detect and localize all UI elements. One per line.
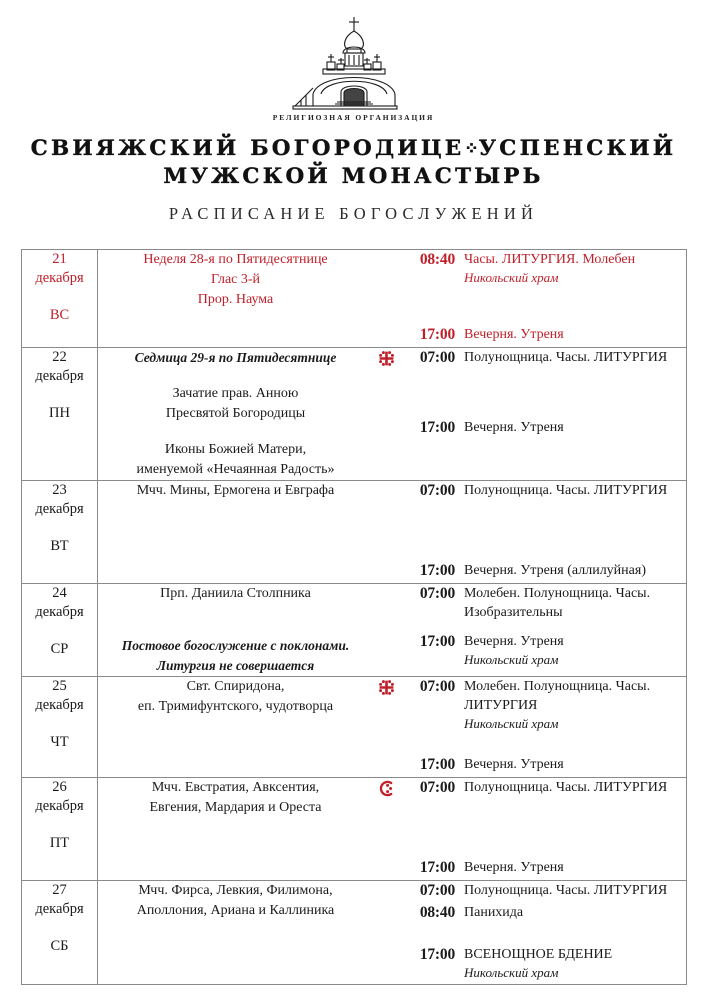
date-month: декабря: [35, 798, 84, 814]
service-details: [455, 250, 686, 287]
feast-cell: [98, 881, 374, 985]
services-cell: [373, 584, 687, 677]
feast-line: именуемой «Нечаянная Радость»: [136, 462, 335, 477]
service-mark-empty: [373, 561, 399, 563]
feast-line: Аполлония, Ариана и Каллиника: [136, 903, 335, 918]
services-spacer: [373, 800, 686, 858]
service-time: 17:00: [419, 946, 455, 963]
service-mark-empty: [373, 858, 399, 860]
services-cell: [373, 677, 687, 778]
feast-line: Иконы Божией Матери,: [164, 442, 307, 457]
service-time: 08:40: [419, 251, 455, 268]
monastery-title: [0, 136, 707, 190]
date-cell: [22, 881, 98, 985]
service-mark-empty: [373, 632, 399, 634]
date-month: декабря: [35, 270, 84, 286]
service-mark-empty: [373, 903, 399, 905]
service-entry: [373, 858, 686, 878]
service-name: Молебен. Полунощница. Часы. Изобразительны: [464, 586, 651, 620]
feast-line: Прор. Наума: [197, 292, 274, 307]
date-cell: [22, 778, 98, 881]
date-day-of-week: ВС: [49, 307, 70, 323]
services-spacer: [373, 503, 686, 561]
service-name: Вечерня. Утреня: [464, 757, 564, 772]
service-time: 17:00: [419, 419, 455, 436]
schedule-row: [22, 348, 687, 481]
service-entry: [373, 584, 686, 622]
date-month: декабря: [35, 604, 84, 620]
service-time: 07:00: [419, 779, 455, 796]
service-mark-empty: [373, 481, 399, 483]
service-details: [455, 881, 686, 900]
feast-note-line: Постовое богослужение с поклонами.: [121, 638, 350, 653]
feast-cell: [98, 348, 374, 481]
feast-line: Мчч. Евстратия, Авксентия,: [151, 780, 320, 795]
feast-cell: [98, 677, 374, 778]
date-day-of-week: СР: [50, 641, 69, 657]
service-time: 17:00: [419, 756, 455, 773]
page-subtitle: РАСПИСАНИЕ БОГОСЛУЖЕНИЙ: [168, 204, 539, 223]
service-details: [455, 584, 686, 622]
service-location: Никольский храм: [464, 270, 559, 285]
service-name: Вечерня. Утреня: [464, 327, 564, 342]
feast-spacer: [98, 604, 373, 620]
date-day-of-week: ЧТ: [50, 734, 69, 750]
feast-line: Прп. Даниила Столпника: [160, 586, 311, 601]
feast-cross-icon: [373, 348, 399, 367]
service-details: [455, 903, 686, 922]
date-day-of-week: СБ: [50, 938, 69, 954]
date-day: 27: [52, 882, 67, 898]
date-cell: [22, 677, 98, 778]
service-entry: [373, 903, 686, 923]
service-location: Никольский храм: [464, 652, 559, 667]
title-line-1-part-1: СВИЯЖСКИЙ БОГОРОДИЦЕ: [30, 136, 465, 161]
service-time: 07:00: [419, 678, 455, 695]
schedule-row: [22, 677, 687, 778]
feast-line: Мчч. Мины, Ермогена и Евграфа: [136, 483, 335, 498]
service-details: [455, 755, 686, 774]
date-cell: [22, 348, 98, 481]
date-cell: [22, 481, 98, 584]
feast-cell: [98, 778, 374, 881]
service-name: Панихида: [464, 905, 524, 920]
schedule-row: [22, 584, 687, 677]
schedule-body: [22, 250, 687, 985]
feast-week-header: Седмица 29-я по Пятидесятнице: [134, 350, 337, 365]
six-stichera-sign-icon: [373, 778, 399, 797]
monastery-church-icon: [279, 14, 429, 110]
services-cell: [373, 881, 687, 985]
logo-caption: РЕЛИГИОЗНАЯ ОРГАНИЗАЦИЯ: [272, 113, 435, 122]
services-spacer: [373, 925, 686, 945]
page-header: [0, 0, 707, 224]
date-day: 24: [52, 585, 67, 601]
feast-cell: [98, 584, 374, 677]
feast-line: Зачатие прав. Анною: [172, 386, 299, 401]
service-mark-empty: [373, 584, 399, 586]
services-spacer: [373, 370, 686, 418]
feast-note-line: Литургия не совершается: [156, 658, 315, 673]
feast-line: Неделя 28-я по Пятидесятнице: [143, 252, 328, 267]
service-details: [455, 677, 686, 733]
date-month: декабря: [35, 697, 84, 713]
date-cell: [22, 584, 98, 677]
service-name: Вечерня. Утреня: [464, 420, 564, 435]
services-cell: [373, 778, 687, 881]
service-time: 07:00: [419, 482, 455, 499]
schedule-row: [22, 481, 687, 584]
schedule-row: [22, 881, 687, 985]
service-time: 08:40: [419, 904, 455, 921]
service-details: [455, 561, 686, 580]
service-name: Вечерня. Утреня: [464, 860, 564, 875]
service-entry: [373, 755, 686, 775]
service-entry: [373, 632, 686, 669]
service-name: Полунощница. Часы. ЛИТУРГИЯ: [464, 883, 668, 898]
service-details: [455, 481, 686, 500]
service-entry: [373, 677, 686, 733]
title-line-1-part-2: УСПЕНСКИЙ: [478, 136, 677, 161]
date-day: 25: [52, 678, 67, 694]
service-entry: [373, 418, 686, 438]
service-name: Молебен. Полунощница. Часы. ЛИТУРГИЯ: [464, 679, 651, 713]
service-time: 17:00: [419, 562, 455, 579]
service-mark-empty: [373, 325, 399, 327]
date-month: декабря: [35, 901, 84, 917]
feast-line: Свт. Спиридона,: [186, 679, 285, 694]
feast-line: еп. Тримифунтского, чудотворца: [137, 699, 334, 714]
service-details: [455, 325, 686, 344]
service-mark-empty: [373, 881, 399, 883]
services-cell: [373, 250, 687, 348]
service-details: [455, 945, 686, 982]
service-name: Вечерня. Утреня: [464, 634, 564, 649]
service-name: Полунощница. Часы. ЛИТУРГИЯ: [464, 350, 668, 365]
feast-line: Глас 3-й: [210, 272, 261, 287]
services-spacer: [373, 289, 686, 325]
service-name: Полунощница. Часы. ЛИТУРГИЯ: [464, 780, 668, 795]
service-mark-empty: [373, 250, 399, 252]
service-details: [455, 632, 686, 669]
service-entry: [373, 561, 686, 581]
service-details: [455, 778, 686, 797]
service-time: 17:00: [419, 326, 455, 343]
title-line-2: МУЖСКОЙ МОНАСТЫРЬ: [163, 164, 544, 189]
date-day: 23: [52, 482, 67, 498]
service-location: Никольский храм: [464, 716, 559, 731]
feast-spacer: [98, 424, 373, 440]
services-spacer: [373, 624, 686, 632]
services-cell: [373, 481, 687, 584]
feast-cross-icon: [373, 677, 399, 696]
service-name: Вечерня. Утреня (аллилуйная): [464, 563, 646, 578]
date-month: декабря: [35, 501, 84, 517]
service-entry: [373, 881, 686, 901]
service-name: ВСЕНОЩНОЕ БДЕНИЕ: [464, 947, 613, 962]
feast-cell: [98, 481, 374, 584]
service-time: 07:00: [419, 349, 455, 366]
service-time: 17:00: [419, 859, 455, 876]
feast-spacer: [98, 368, 373, 384]
feast-line: Пресвятой Богородицы: [165, 406, 306, 421]
date-day-of-week: ПТ: [49, 835, 70, 851]
services-spacer: [373, 735, 686, 755]
service-details: [455, 348, 686, 367]
feast-cell: [98, 250, 374, 348]
feast-spacer: [98, 620, 373, 636]
service-mark-empty: [373, 755, 399, 757]
service-entry: [373, 348, 686, 368]
schedule-row: [22, 778, 687, 881]
service-mark-empty: [373, 418, 399, 420]
schedule-row: [22, 250, 687, 348]
date-month: декабря: [35, 368, 84, 384]
service-entry: [373, 250, 686, 287]
date-cell: [22, 250, 98, 348]
service-entry: [373, 945, 686, 982]
service-time: 07:00: [419, 585, 455, 602]
service-time: 07:00: [419, 882, 455, 899]
services-cell: [373, 348, 687, 481]
service-name: Полунощница. Часы. ЛИТУРГИЯ: [464, 483, 668, 498]
service-entry: [373, 481, 686, 501]
date-day-of-week: ПН: [49, 405, 70, 421]
service-location: Никольский храм: [464, 965, 559, 980]
date-day-of-week: ВТ: [50, 538, 69, 554]
logo-block: [0, 14, 707, 122]
service-schedule-table: [21, 249, 687, 985]
service-details: [455, 418, 686, 437]
service-time: 17:00: [419, 633, 455, 650]
date-day: 26: [52, 779, 67, 795]
service-details: [455, 858, 686, 877]
feast-line: Мчч. Фирса, Левкия, Филимона,: [138, 883, 333, 898]
service-name: Часы. ЛИТУРГИЯ. Молебен: [464, 252, 636, 267]
title-separator-icon: ⁘: [464, 139, 479, 159]
date-day: 22: [52, 349, 67, 365]
service-entry: [373, 325, 686, 345]
service-entry: [373, 778, 686, 798]
feast-line: Евгения, Мардария и Ореста: [149, 800, 322, 815]
date-day: 21: [52, 251, 67, 267]
service-mark-empty: [373, 945, 399, 947]
